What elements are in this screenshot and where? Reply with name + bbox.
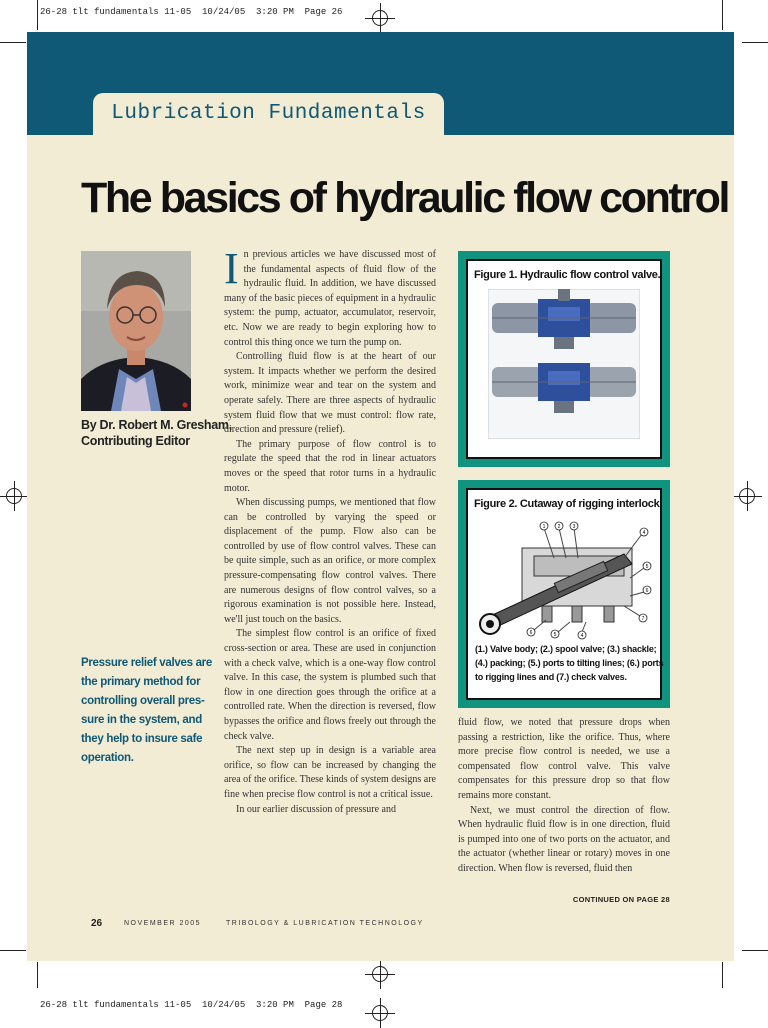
callout-label: 2 (557, 524, 561, 530)
callout-label: 5 (553, 632, 557, 638)
figure-2 (458, 480, 670, 708)
crop-mark (37, 962, 38, 988)
body-paragraph: When discussing pumps, we mentioned that flow can be controlled by varying the speed or displacement of the pump. Flow also can be controlled by use of flow control valves. These can be quite simple, such as an orifice, or more complex pressure-compensating flow control valves. There are numerous designs of flow control valves, so a rigorous examination is not possible here. Instead, we'll just touch on the basics. (224, 497, 436, 625)
section-title: Lubrication Fundamentals (93, 93, 444, 135)
callout-label: 7 (641, 616, 645, 622)
footer-date: NOVEMBER 2005 (124, 920, 202, 927)
pull-quote-line: operation. (81, 752, 134, 764)
article-headline: The basics of hydraulic flow control (81, 174, 729, 222)
callout-label: 4 (580, 633, 584, 639)
body-paragraph: In previous articles we have discussed most of the fundamental aspects of fluid flow of the hydraulic fluid. In addition, we have discussed many of the basic pieces of equipment in a hydraulic system: the pump, actuator, accumulator, reservoir, etc. Now we are ready to begin exploring how to control this thing once we turn the pump on. (224, 244, 436, 348)
figure-1-title: Figure 1. Hydraulic flow control valve. (474, 269, 661, 281)
crop-mark (0, 950, 26, 951)
continued-notice: CONTINUED ON PAGE 28 (572, 895, 670, 904)
figure-2-title: Figure 2. Cutaway of rigging interlock. (474, 498, 663, 510)
registration-mark-icon (739, 488, 755, 504)
callout-marker (643, 562, 651, 570)
body-paragraph: The primary purpose of flow control is to regulate the speed that the rod in linear actuators moves or the speed that rotor turns in a hydraulic motor. (224, 438, 436, 494)
figure-2-caption-line: (4.) packing; (5.) ports to tilting lines; (6.) ports (475, 658, 664, 668)
crop-mark (37, 0, 38, 30)
figure-1 (458, 251, 670, 467)
figure-2-caption (475, 642, 664, 684)
body-paragraph: In our earlier discussion of pressure and (236, 803, 396, 815)
body-paragraph: fluid flow, we noted that pressure drops when passing a restriction, like the orifice. Thus, where more precise flow control is needed, we use a compensated flow control valve. This valve compensates for this pressure drop so that flow remains more constant. (458, 717, 670, 801)
crop-mark (742, 950, 768, 951)
registration-mark-icon (372, 966, 388, 982)
callout-label: 1 (542, 524, 546, 530)
footer-publication: TRIBOLOGY & LUBRICATION TECHNOLOGY (226, 920, 424, 927)
slugline-top: 26-28 tlt fundamentals 11-05 10/24/05 3:20 PM Page 26 (40, 7, 343, 17)
callout-marker (555, 522, 563, 530)
figure-2-caption-line: (1.) Valve body; (2.) spool valve; (3.) shackle; (475, 644, 657, 654)
callout-label: 4 (642, 530, 646, 536)
author-photo (81, 251, 191, 411)
crop-mark (722, 0, 723, 30)
figure-2-caption-line: to rigging lines and (7.) check valves. (475, 672, 627, 682)
pull-quote-line: the primary method for (81, 676, 201, 688)
crop-mark (0, 42, 26, 43)
pull-quote-line: Pressure relief valves are (81, 657, 212, 669)
callout-label: 6 (645, 588, 649, 594)
byline (81, 417, 231, 449)
slugline-bottom: 26-28 tlt fundamentals 11-05 10/24/05 3:20 PM Page 28 (40, 1000, 343, 1010)
registration-mark-icon (6, 488, 22, 504)
pull-quote-line: sure in the system, and (81, 714, 202, 726)
registration-mark-icon (372, 1005, 388, 1021)
body-column (224, 244, 436, 817)
page-number: 26 (91, 918, 103, 929)
crop-mark (722, 962, 723, 988)
body-paragraph: Next, we must control the direction of flow. When hydraulic fluid flow is in one direction, fluid is pumped into one of two ports on the actuator, and the actuator (whether linear or rotary) moves in one direction. When flow is reversed, fluid then (458, 804, 670, 874)
drop-cap: I (224, 244, 239, 293)
callout-label: 6 (529, 630, 533, 636)
callout-marker (639, 614, 647, 622)
callout-label: 3 (572, 524, 576, 530)
callout-marker (640, 528, 648, 536)
pull-quote-line: they help to insure safe (81, 733, 203, 745)
pull-quote (81, 654, 211, 768)
registration-mark-icon (372, 10, 388, 26)
pull-quote-line: controlling overall pres- (81, 695, 205, 707)
callout-marker (540, 522, 548, 530)
callout-marker (551, 630, 559, 638)
rigging-interlock-cutaway-image (474, 518, 654, 640)
body-paragraph: The next step up in design is a variable area orifice, so flow can be increased by changing the area of the orifice. These kinds of system designs are fine when precise flow control is not a critical issue. (224, 745, 436, 800)
callout-marker (570, 522, 578, 530)
flow-control-valve-image (488, 289, 640, 439)
author-name: By Dr. Robert M. Gresham, (81, 418, 232, 432)
crop-mark (742, 42, 768, 43)
body-paragraph: The simplest flow control is an orifice of fixed cross-section or area. These are used in conjunction with a check valve, which is a one-way flow control valve. In this case, the system is plumbed such that flow in one direction goes through the orifice at a controlled rate. When the direction is reversed, flow bypasses the orifice and flows freely out through the check valve. (224, 628, 436, 742)
right-column (458, 716, 670, 877)
author-title: Contributing Editor (81, 434, 190, 448)
magazine-page (27, 32, 734, 961)
callout-marker (527, 628, 535, 636)
body-paragraph: Controlling fluid flow is at the heart of our system. It impacts whether we perform the desired work, minimize wear and tear on the system and operate safely. There are three aspects of hydraulic system fluid flow that we must control: flow rate, direction and pressure (relief). (224, 351, 436, 436)
callout-marker (578, 631, 586, 639)
callout-label: 5 (645, 564, 649, 570)
callout-marker (643, 586, 651, 594)
